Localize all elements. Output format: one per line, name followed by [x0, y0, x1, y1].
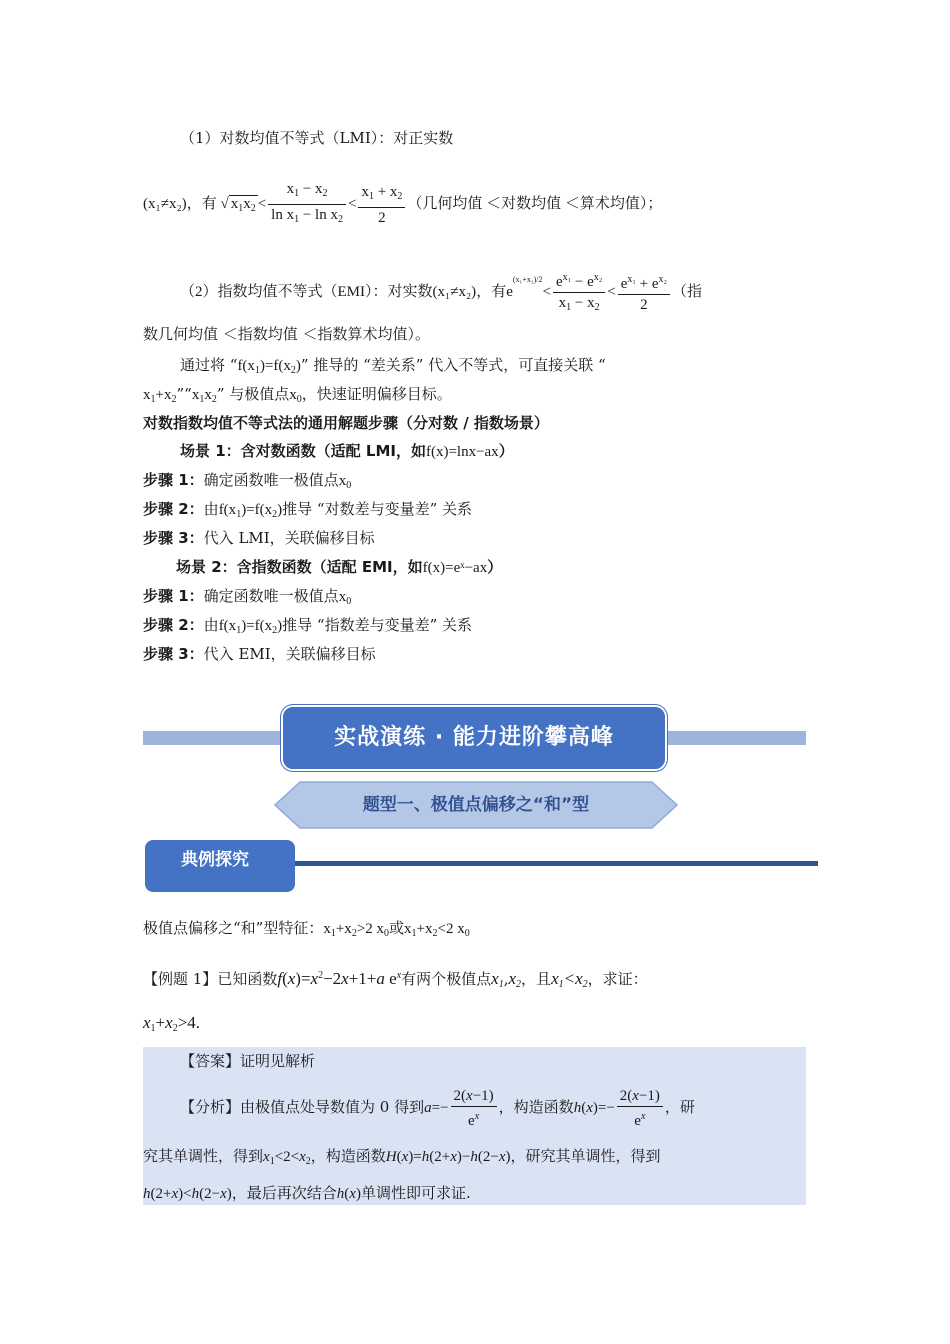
example-text1: 已知函数	[217, 970, 278, 988]
example-text4: ，求证：	[587, 970, 648, 988]
feature-or: 或	[389, 919, 405, 937]
type-title: 题型一、极值点偏移之“和”型	[362, 795, 590, 815]
scene2-step3	[143, 644, 376, 664]
analysis-line-1: 【分析】由极值点处导数值为 0 得到a=− $\frac{2(x-1)}{e^x}$ ，构造函数h(x)=− $\frac{2(x-1)}{e^x}$ ，研	[180, 1088, 695, 1130]
scene1-step3	[143, 528, 375, 548]
steps-title: 对数指数均值不等式法的通用解题步骤（分对数 / 指数场景）	[143, 414, 549, 432]
method-p2b: ” 与极值点	[216, 385, 290, 403]
case-line	[290, 861, 818, 866]
scene1-formula: f(x)=lnx−ax	[425, 444, 499, 460]
case-label: 典例探究	[145, 840, 295, 892]
scene2-step3-text: 代入 EMI，关联偏移目标	[203, 645, 376, 663]
method-p2a: ”“	[176, 385, 192, 403]
example-line-1: 【例题 1】已知函数$f(x)=x^2-2x+1+a$ $e^x$有两个极值点$x_1,x_2$，且$x_1<x_2$，求证：	[143, 969, 648, 990]
analysis-t6: ，研究其单调性，得到	[510, 1147, 661, 1165]
method-p1a: 通过将 “	[180, 356, 238, 374]
lmi-cond: (x₁≠x₂)	[143, 195, 187, 212]
scene1-step1-text: 确定函数唯一极值点	[203, 471, 339, 489]
scene2-step1: 步骤 1：确定函数唯一极值点$x_0$	[143, 587, 352, 607]
scene2-title-text: 场景 2：含指数函数（适配 EMI，如	[176, 558, 423, 576]
answer-text: 证明见解析	[240, 1052, 316, 1070]
analysis-t1: 由极值点处导数值为 0 得到	[240, 1098, 425, 1116]
scene1-step2-a: 由	[203, 500, 219, 518]
example-label: 【例题 1】	[143, 970, 218, 988]
lmi-tail: （几何均值 ＜对数均值 ＜算术均值）；	[407, 195, 663, 212]
analysis-line-3: h(2+x)<h(2−x)，最后再次结合h(x)单调性即可求证.	[143, 1184, 471, 1202]
analysis-t3: ，研	[664, 1098, 695, 1116]
lmi-you: ，有	[186, 195, 217, 212]
analysis-t8: 单调性即可求证.	[360, 1184, 471, 1202]
scene1-step3-label: 步骤 3：	[143, 529, 204, 547]
scene2-title	[176, 557, 502, 578]
method-line-2: $x_1+x_2”“x_1x_2$” 与极值点$x_0$，快速证明偏移目标。	[143, 385, 452, 405]
analysis-label: 【分析】	[180, 1098, 241, 1116]
scene1-title	[180, 441, 514, 462]
answer-label: 【答案】	[180, 1052, 241, 1070]
lmi-inequality: (x₁≠x₂)，有 √ $x_1x_2$ < $\frac{x_1 - x_2}{\ln x_1 - \ln x_2}$ < $\frac{x_1 + x_2}{2}$ （几何均值 ＜对数均值 ＜算术均值）；	[143, 181, 663, 226]
example-end: .	[195, 1013, 201, 1032]
feature-line: 极值点偏移之“和”型特征：$x_1+x_2>2$ $x_0$或$x_1+x_2<2$ $x_0$	[143, 919, 470, 939]
section-banner: 实战演练 · 能力进阶攀高峰	[281, 705, 667, 771]
type-title-badge	[274, 781, 678, 829]
scene1-close: ）	[498, 442, 514, 460]
scene2-step2-a: 由	[203, 616, 219, 634]
example-text2: 有两个极值点	[401, 970, 492, 988]
scene1-step2-b: 推导 “对数差与变量差” 关系	[282, 500, 473, 518]
method-p2c: ，快速证明偏移目标。	[301, 385, 452, 403]
emi-tail-b: 数几何均值 ＜指数均值 ＜指数算术均值）。	[143, 325, 431, 343]
scene2-step2-label: 步骤 2：	[143, 616, 204, 634]
analysis-t7: ，最后再次结合	[231, 1184, 337, 1202]
method-line-1: 通过将 “$f(x_1)=f(x_2)$” 推导的 “差关系” 代入不等式，可直接关联 “	[180, 356, 606, 376]
scene1-step2: 步骤 2：由$f(x_1)=f(x_2)$推导 “对数差与变量差” 关系	[143, 500, 473, 520]
lmi-intro: （1）对数均值不等式（LMI）：对正实数	[180, 129, 454, 147]
scene1-step1: 步骤 1：确定函数唯一极值点$x_0$	[143, 471, 352, 491]
analysis-t5: ，构造函数	[310, 1147, 386, 1165]
scene2-close: ）	[487, 558, 503, 576]
example-line-2: $x_1+x_2>4$.	[143, 1013, 201, 1034]
emi-cond: (x₁≠x₂)	[432, 284, 477, 300]
emi-you: ，有	[476, 284, 507, 300]
scene2-step1-label: 步骤 1：	[143, 587, 204, 605]
scene1-step2-label: 步骤 2：	[143, 500, 204, 518]
scene1-title-text: 场景 1：含对数函数（适配 LMI，如	[180, 442, 426, 460]
scene1-step1-label: 步骤 1：	[143, 471, 204, 489]
scene1-step3-text: 代入 LMI，关联偏移目标	[203, 529, 375, 547]
feature-text: 极值点偏移之“和”型特征：	[143, 919, 324, 937]
scene2-step2: 步骤 2：由$f(x_1)=f(x_2)$推导 “指数差与变量差” 关系	[143, 616, 473, 636]
analysis-t2: ，构造函数	[498, 1098, 574, 1116]
answer-line	[180, 1051, 315, 1071]
analysis-line-2: 究其单调性，得到$x_1<2<x_2$，构造函数H(x)=h(2+x)−h(2−x)，研究其单调性，得到	[143, 1147, 661, 1167]
scene2-step3-label: 步骤 3：	[143, 645, 204, 663]
emi-tail-a: （指	[672, 284, 703, 300]
emi-inequality: （2）指数均值不等式（EMI）：对实数(x₁≠x₂)，有$e^{(x_1+x_2)/2}<$ $\frac{e^{x_1} - e^{x_2}}{x_1 - x_2}$ < $\frac{e^{x_1} + e^{x_2}}{2}$ （指	[180, 258, 702, 317]
emi-intro: （2）指数均值不等式（EMI）：对实数	[180, 284, 433, 300]
analysis-t4: 究其单调性，得到	[143, 1147, 264, 1165]
example-text3: ，且	[521, 970, 552, 988]
scene2-formula: f(x)=eˣ−ax	[422, 560, 488, 576]
scene2-step1-text: 确定函数唯一极值点	[203, 587, 339, 605]
scene2-step2-b: 推导 “指数差与变量差” 关系	[282, 616, 473, 634]
method-p1b: ” 推导的 “差关系” 代入不等式，可直接关联 “	[300, 356, 606, 374]
